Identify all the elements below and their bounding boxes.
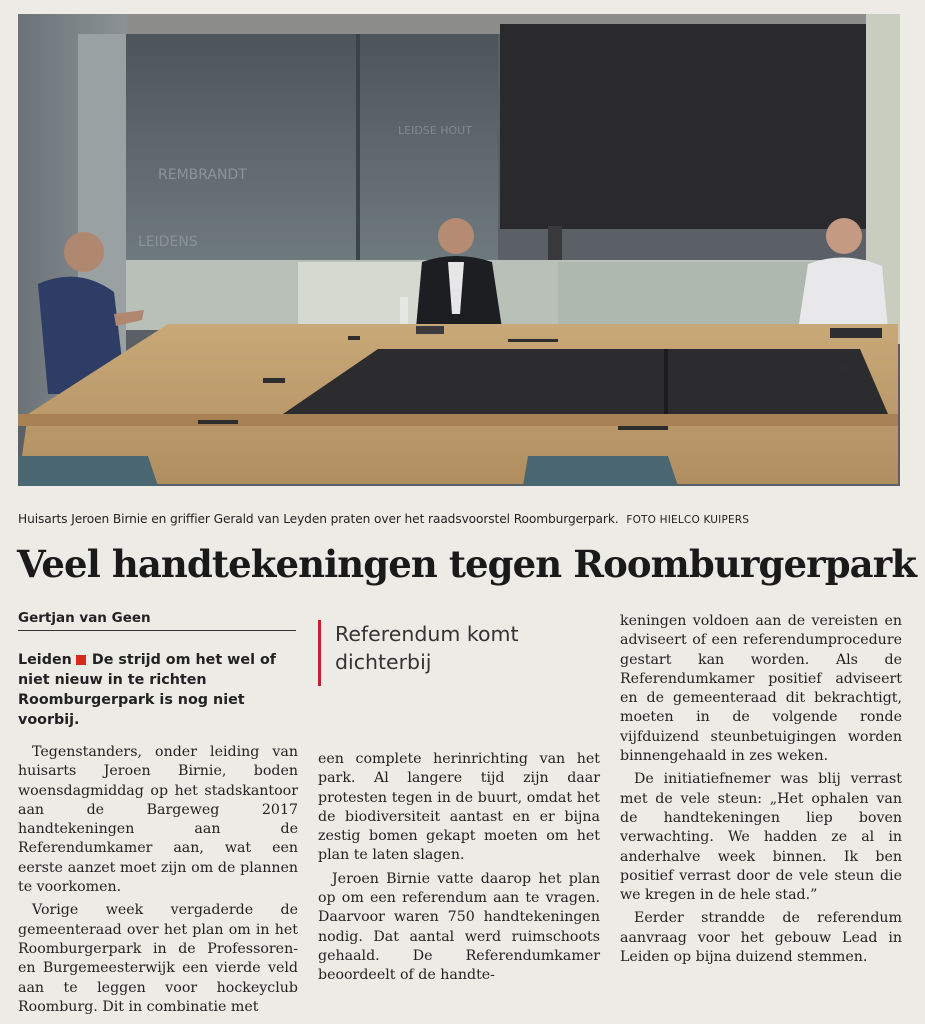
caption-text: Huisarts Jeroen Birnie en griffier Gerald van Leyden praten over het raadsvoorstel Roomburgerpark. — [18, 512, 619, 526]
svg-text:LEIDSE HOUT: LEIDSE HOUT — [398, 124, 472, 137]
paragraph: Jeroen Birnie vatte daarop het plan op om een referendum aan te vragen. Daarvoor waren 750 handtekeningen nodig. Dat aantal werd ruimschoots gehaald. De Referendumkamer beoordeelt of de handte- — [318, 870, 600, 984]
paragraph: Tegenstanders, onder leiding van huisarts Jeroen Birnie, boden woensdagmiddag op het stadskantoor aan de Bargeweg 2017 handtekeningen aan de Referendumkamer aan, wat een eerste aanzet moet zijn om de plannen te voorkomen. — [18, 744, 298, 896]
pull-quote: Referendum komt dichterbij — [318, 620, 600, 686]
article-column-1 — [18, 650, 298, 1017]
article-lead — [18, 650, 298, 730]
paragraph: een complete herinrichting van het park. Al langere tijd zijn daar protesten tegen in de buurt, omdat het de biodiversiteit aantast en er bijna zestig bomen gekapt moeten om het plan te laten slagen. — [318, 751, 600, 864]
svg-text:REMBRANDT: REMBRANDT — [158, 167, 247, 183]
paragraph: De initiatiefnemer was blij verrast met de vele steun: „Het ophalen van de handtekeningen liep boven verwachting. We hadden ze al in anderhalve week binnen. Ik ben positief verrast door de vele steun die we kregen in de hele stad.” — [620, 771, 902, 904]
article-column-2 — [318, 750, 600, 986]
author-byline: Gertjan van Geen — [18, 610, 296, 631]
paragraph: Eerder strandde de referendum aanvraag voor het gebouw Lead in Leiden op bijna duizend stemmen. — [620, 910, 902, 966]
red-square-icon — [76, 655, 86, 665]
article-photo — [18, 14, 900, 486]
lead-text: De strijd om het wel of niet nieuw in te richten Roomburgerpark is nog niet voorbij. — [18, 652, 276, 728]
paragraph: Vorige week vergaderde de gemeenteraad over het plan om in het Roomburgerpark in de Professoren- en Burgemeesterwijk een vierde veld aan te leggen voor hockeyclub Roomburg. Dit in combinatie met — [18, 902, 298, 1015]
article-column-3 — [620, 612, 902, 967]
photo-caption — [18, 512, 900, 526]
photo-credit: FOTO HIELCO KUIPERS — [626, 514, 750, 526]
paragraph: keningen voldoen aan de vereisten en adviseert of een referendumprocedure gestart kan worden. Als de Referendumkamer positief adviseert en de gemeenteraad dit bekrachtigt, moeten in de volgende ronde vijfduizend steunbetuigingen worden binnengehaald in zes weken. — [620, 613, 902, 765]
article-headline: Veel handtekeningen tegen Roomburgerpark — [17, 542, 917, 586]
svg-text:LEIDENS: LEIDENS — [138, 234, 198, 250]
dateline: Leiden — [18, 652, 72, 668]
